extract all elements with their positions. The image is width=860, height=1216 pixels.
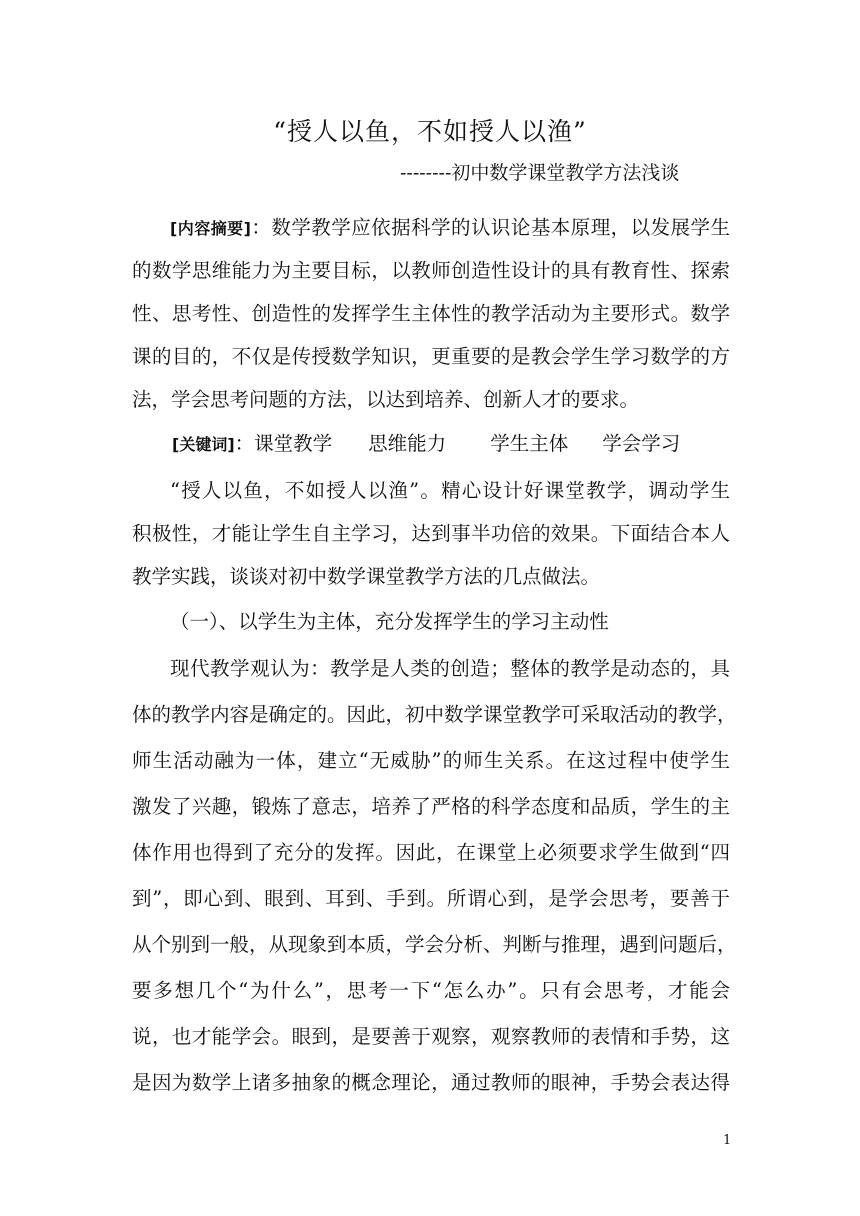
- keyword: 学会学习: [602, 432, 681, 455]
- keyword: 学生主体: [490, 432, 569, 455]
- body-line: 现代教学观认为：教学是人类的创造；整体的教学是动态的，具: [170, 657, 730, 680]
- abstract-tag: [内容摘要]: [170, 219, 251, 238]
- body-line: 说，也才能学会。眼到，是要善于观察，观察教师的表情和手势，这: [132, 1025, 730, 1048]
- abstract-line: 的数学思维能力为主要目标，以教师创造性设计的具有教育性、探索: [132, 259, 730, 282]
- body-line: 到”，即心到、眼到、耳到、手到。所谓心到，是学会思考，要善于: [132, 887, 730, 910]
- body-line: 体的教学内容是确定的。因此，初中数学课堂教学可采取活动的教学，: [132, 703, 737, 726]
- keyword: 思维能力: [368, 432, 447, 455]
- body-line: 是因为数学上诸多抽象的概念理论，通过教师的眼神，手势会表达得: [132, 1071, 730, 1094]
- intro-line: “授人以鱼，不如授人以渔”。精心设计好课堂教学，调动学生: [170, 479, 730, 502]
- abstract-line: [170, 214, 730, 243]
- keywords-line: [172, 430, 680, 459]
- document-title: “授人以鱼，不如授人以渔”: [273, 117, 587, 146]
- body-line: 从个别到一般，从现象到本质，学会分析、判断与推理，遇到问题后，: [132, 933, 737, 956]
- body-line: 激发了兴趣，锻炼了意志，培养了严格的科学态度和品质，学生的主: [132, 795, 730, 818]
- keywords-separator: ：: [234, 432, 255, 455]
- body-line: 体作用也得到了充分的发挥。因此，在课堂上必须要求学生做到“四: [132, 841, 730, 864]
- section-heading: （一）、以学生为主体，充分发挥学生的学习主动性: [170, 610, 609, 633]
- keywords-tag: [关键词]: [172, 435, 235, 454]
- abstract-text: ：数学教学应依据科学的认识论基本原理，以发展学生: [250, 216, 730, 239]
- body-line: 要多想几个“为什么”，思考一下“怎么办”。只有会思考，才能会: [132, 979, 730, 1002]
- intro-line: 教学实践，谈谈对初中数学课堂教学方法的几点做法。: [132, 565, 601, 588]
- abstract-line: 课的目的，不仅是传授数学知识，更重要的是教会学生学习数学的方: [132, 345, 730, 368]
- keyword: 课堂教学: [254, 432, 333, 455]
- page-number: 1: [723, 1133, 732, 1148]
- intro-line: 积极性，才能让学生自主学习，达到事半功倍的效果。下面结合本人: [132, 522, 730, 545]
- abstract-line: 性、思考性、创造性的发挥学生主体性的教学活动为主要形式。数学: [132, 302, 730, 325]
- abstract-line: 法，学会思考问题的方法，以达到培养、创新人才的要求。: [132, 388, 640, 411]
- body-line: 师生活动融为一体，建立“无威胁”的师生关系。在这过程中使学生: [132, 749, 730, 772]
- document-subtitle: --------初中数学课堂教学方法浅谈: [400, 162, 680, 184]
